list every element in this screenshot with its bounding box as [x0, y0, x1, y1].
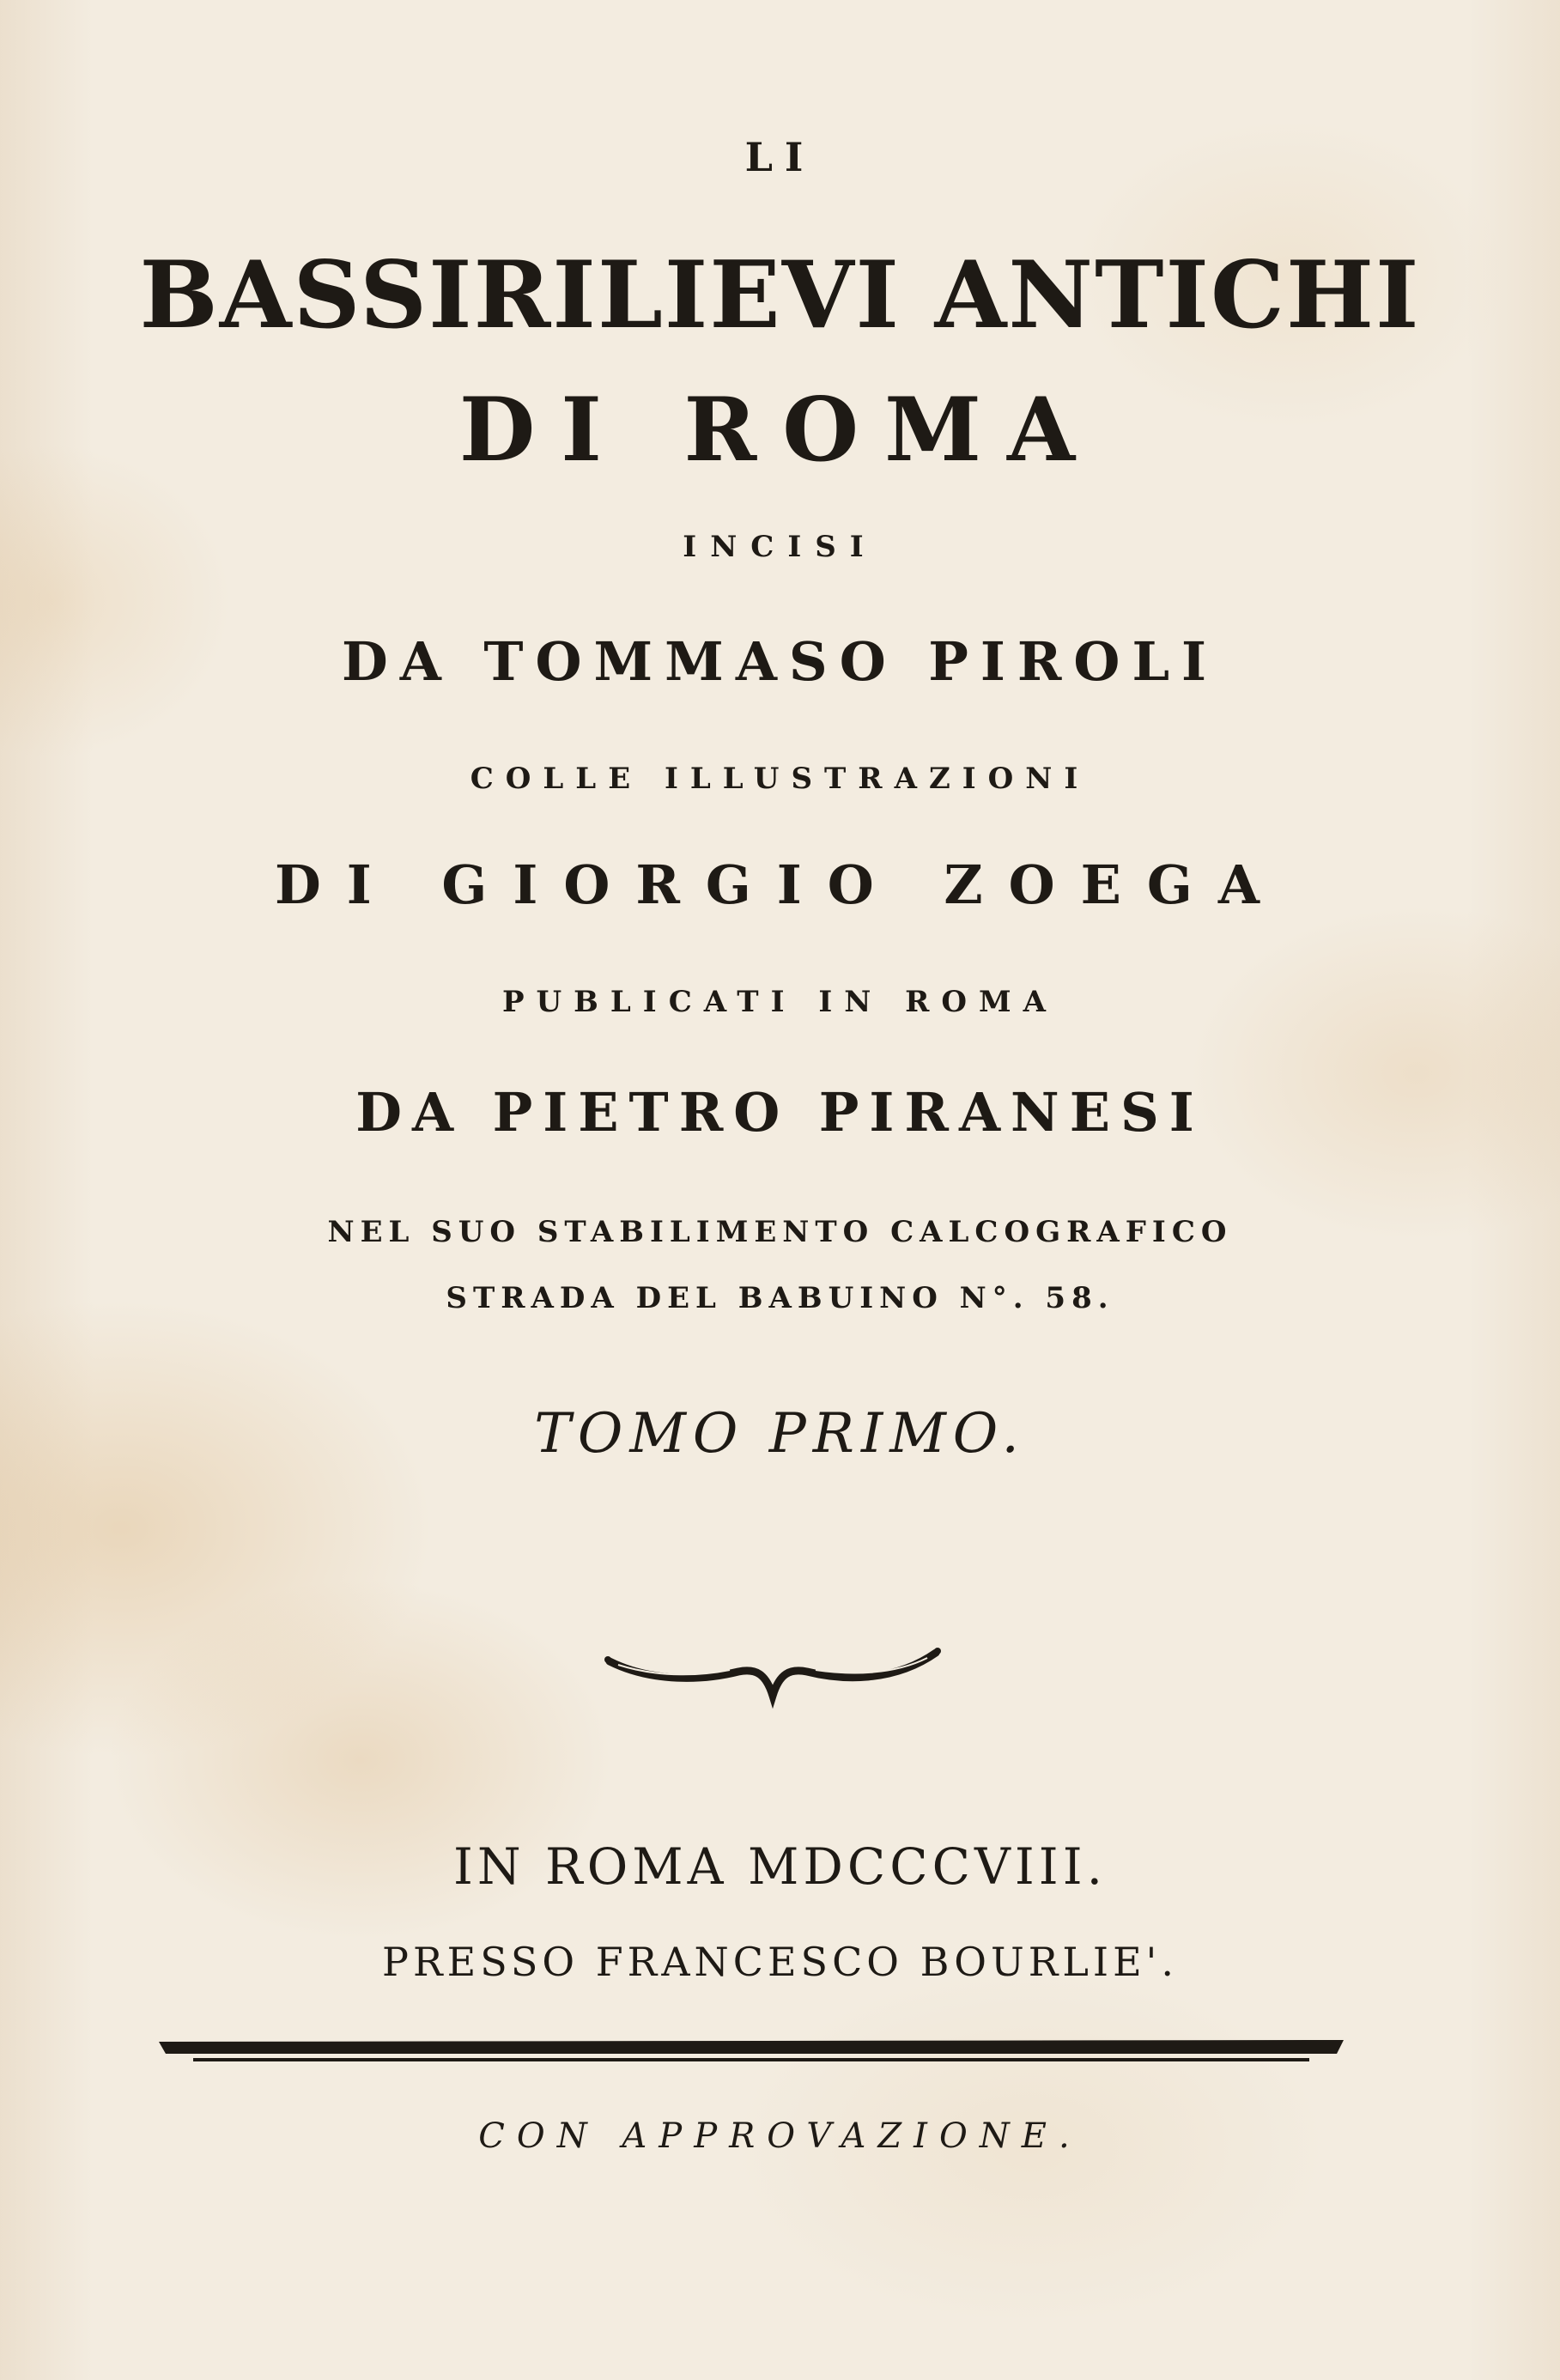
- publicati-line: PUBLICATI IN ROMA: [501, 985, 1059, 1019]
- double-rule-divider: [159, 2035, 1344, 2066]
- imprint-place-year: IN ROMA MDCCCVIII.: [452, 1837, 1108, 1896]
- publisher-line: DA PIETRO PIRANESI: [355, 1081, 1205, 1144]
- printer-line: PRESSO FRANCESCO BOURLIE'.: [382, 1939, 1178, 1985]
- main-title-line-1: BASSIRILIEVI ANTICHI: [139, 241, 1421, 349]
- engraver-line: DA TOMMASO PIROLI: [341, 630, 1219, 693]
- main-title-line-2: DI ROMA: [458, 379, 1102, 482]
- approval-line: CON APPROVAZIONE.: [478, 2116, 1082, 2156]
- title-prefix: LI: [744, 134, 816, 180]
- address-line: STRADA DEL BABUINO N°. 58.: [446, 1281, 1114, 1315]
- colle-illustrazioni-line: COLLE ILLUSTRAZIONI: [470, 762, 1090, 796]
- illustrator-line: DI GIORGIO ZOEGA: [275, 853, 1285, 916]
- establishment-line: NEL SUO STABILIMENTO CALCOGRAFICO: [327, 1215, 1233, 1249]
- incisi-line: INCISI: [683, 530, 877, 564]
- fleuron-ornament-icon: [601, 1636, 944, 1713]
- volume-line: TOMO PRIMO.: [534, 1402, 1026, 1466]
